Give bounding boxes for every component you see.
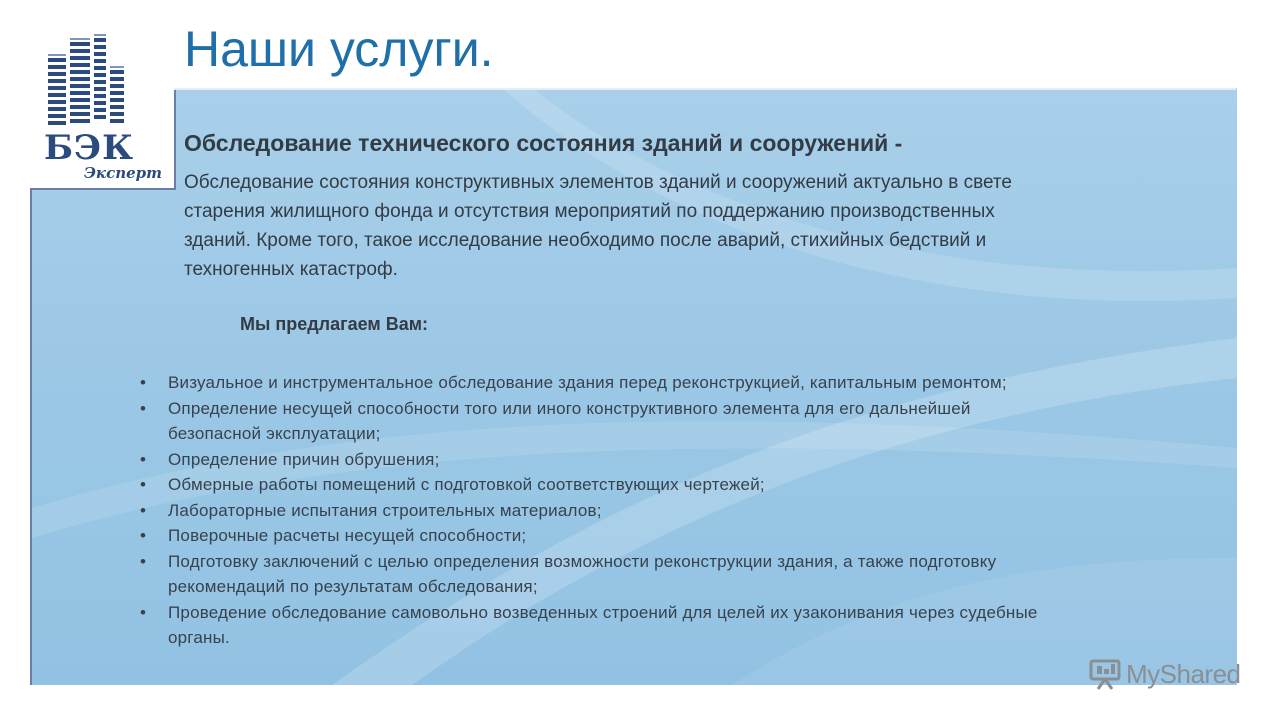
list-item-line: органы. (168, 628, 230, 647)
list-item (168, 396, 1168, 447)
intro-line: Обследование состояния конструктивных элементов зданий и сооружений актуально в свете (184, 172, 1012, 193)
list-item-line: • Обмерные работы помещений с подготовкой соответствующих чертежей; (168, 475, 765, 494)
list-item (168, 549, 1168, 600)
intro-line: зданий. Кроме того, такое исследование необходимо после аварий, стихийных бедствий и (184, 230, 987, 251)
list-item-line: • Определение причин обрушения; (168, 449, 440, 469)
panel-divider (174, 88, 176, 190)
list-item-line: • Определение несущей способности того или иного конструктивного элемента для его дальнейшей (168, 398, 971, 418)
list-item (168, 370, 1168, 396)
services-list (168, 370, 1168, 651)
logo-text: БЭК (44, 128, 135, 168)
list-item (168, 523, 1168, 549)
intro-line: старения жилищного фонда и отсутствия мероприятий по поддержанию производственных (184, 201, 995, 222)
panel-top-border (174, 88, 1236, 90)
projector-icon (1088, 657, 1122, 691)
list-item-line: рекомендаций по результатам обследования; (168, 577, 538, 596)
slide-title: Наши услуги. (184, 21, 494, 77)
list-item-line: • Визуальное и инструментальное обследование здания перед реконструкцией, капитальным ремонтом; (168, 373, 1007, 392)
watermark-text: MyShared (1126, 658, 1241, 689)
list-item (168, 498, 1168, 524)
list-item-line: • Поверочные расчеты несущей способности; (168, 526, 527, 545)
panel-divider (30, 188, 176, 190)
list-item (168, 447, 1168, 473)
section-heading: Обследование технического состояния зданий и сооружений - (184, 130, 903, 156)
watermark[interactable] (1088, 656, 1241, 692)
intro-line: техногенных катастроф. (184, 259, 398, 280)
list-item-line: безопасной эксплуатации; (168, 424, 381, 443)
list-item (168, 600, 1168, 651)
list-item-line: • Лабораторные испытания строительных материалов; (168, 500, 602, 520)
list-item-line: • Проведение обследование самовольно возведенных строений для целей их узаконивания через судебные (168, 602, 1038, 622)
list-item-line: • Подготовку заключений с целью определения возможности реконструкции здания, а также подготовку (168, 551, 997, 571)
offer-label: Мы предлагаем Вам: (240, 314, 429, 334)
list-item (168, 472, 1168, 498)
logo-subtext: Эксперт (84, 164, 163, 182)
intro-paragraph (184, 168, 1174, 284)
